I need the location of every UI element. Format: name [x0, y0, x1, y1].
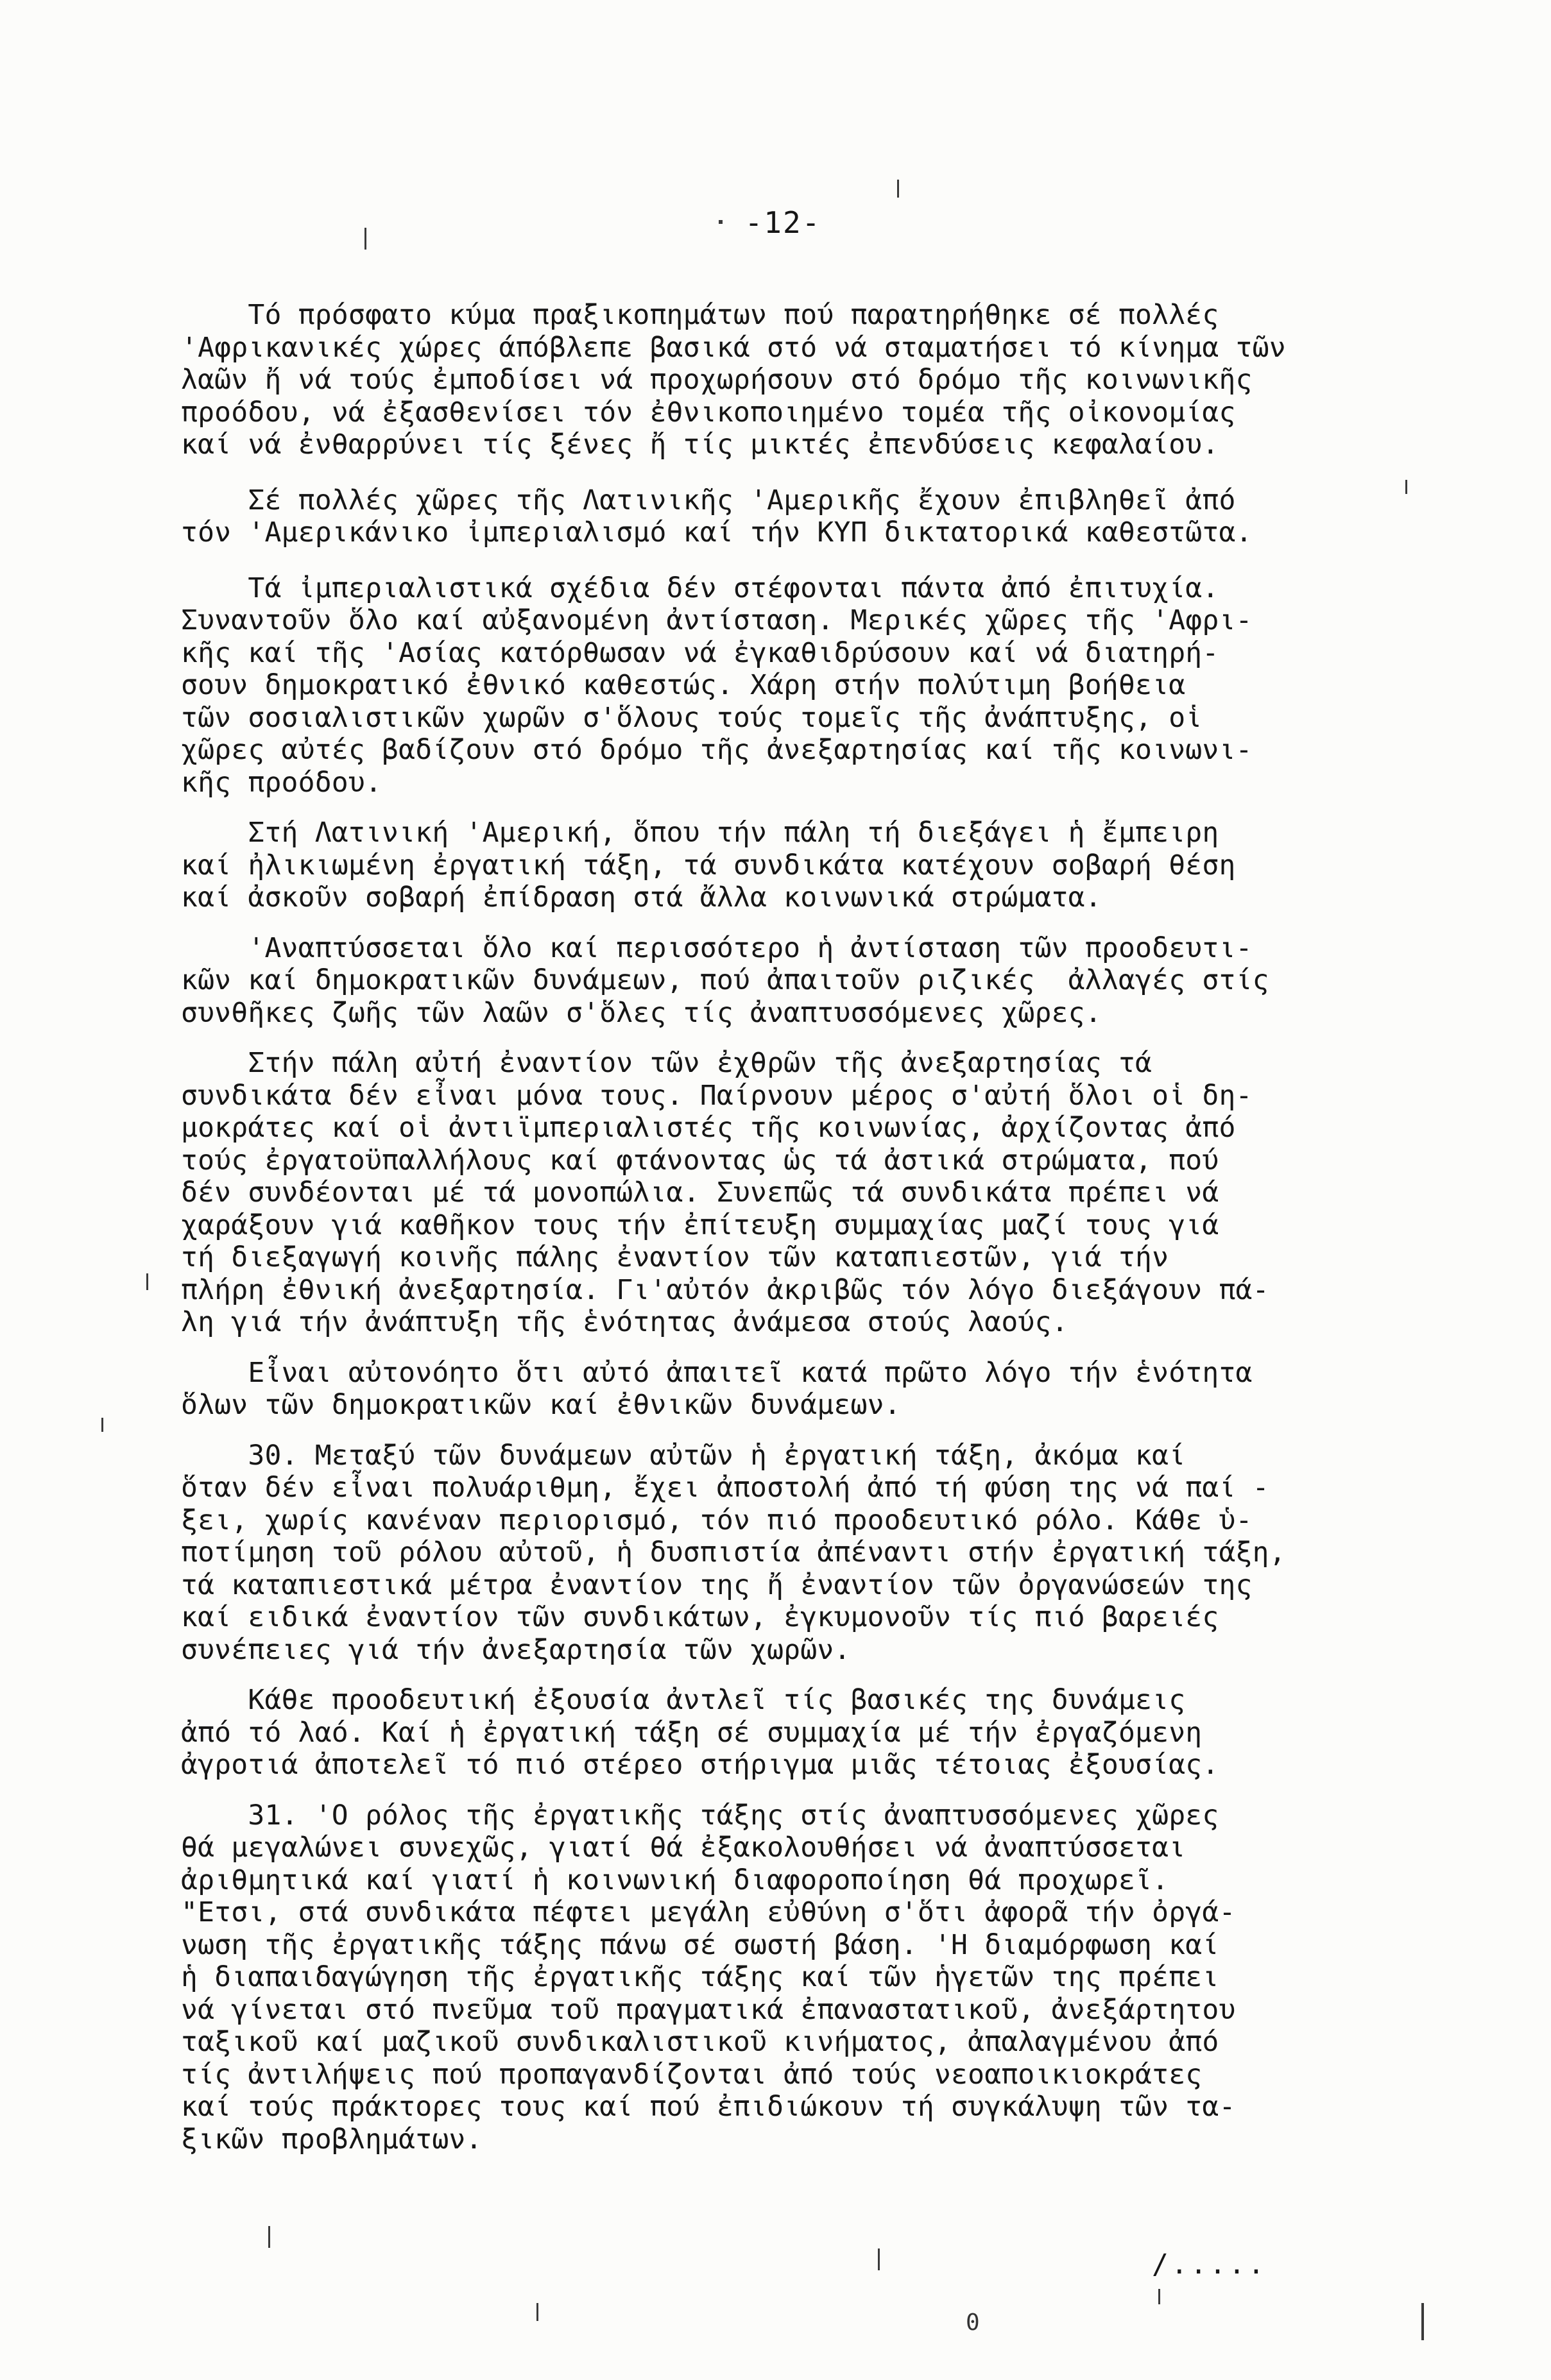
paragraph-p1 — [181, 299, 1458, 461]
scan-artifact — [268, 2226, 270, 2248]
paragraph-p9 — [181, 1684, 1458, 1781]
page-number: -12- — [744, 205, 821, 240]
text-line: ἀπό τό λαό. Καί ἡ ἐργατική τάξη σέ συμμαχία μέ τήν ἐργαζόμενη — [181, 1716, 1203, 1749]
text-line: σουν δημοκρατικό ἐθνικό καθεστώς. Χάρη στήν πολύτιμη βοήθεια — [181, 669, 1186, 701]
text-line: λαῶν ἤ νά τούς ἐμποδίσει νά προχωρήσουν στό δρόμο τῆς κοινωνικῆς — [181, 364, 1253, 396]
text-line: ἀγροτιά ἀποτελεῖ τό πιό στέρεο στήριγμα μιᾶς τέτοιας ἐξουσίας. — [181, 1749, 1219, 1781]
text-line: 'Αναπτύσσεται ὅλο καί περισσότερο ἡ ἀντίσταση τῶν προοδευτι- — [181, 931, 1253, 964]
text-line: τῶν σοσιαλιστικῶν χωρῶν σ'ὅλους τούς τομεῖς τῆς ἀνάπτυξης, οἱ — [181, 701, 1203, 734]
text-line: Τά ἰμπεριαλιστικά σχέδια δέν στέφονται πάντα ἀπό ἐπιτυχία. — [181, 572, 1219, 604]
text-line: καί ειδικά ἐναντίον τῶν συνδικάτων, ἐγκυμονοῦν τίς πιό βαρειές — [181, 1601, 1219, 1633]
text-line: τά καταπιεστικά μέτρα ἐναντίον της ἤ ἐναντίον τῶν ὀργανώσεών της — [181, 1568, 1253, 1601]
paragraph-p7 — [181, 1357, 1458, 1422]
text-line: ποτίμηση τοῦ ρόλου αὐτοῦ, ἡ δυσπιστία ἀπέναντι στήν ἐργατική τάξη, — [181, 1536, 1286, 1568]
text-line: χῶρες αὐτές βαδίζουν στό δρόμο τῆς ἀνεξαρτησίας καί τῆς κοινωνι- — [181, 734, 1253, 766]
text-line: τόν 'Αμερικάνικο ἰμπεριαλισμό καί τήν ΚΥΠ δικτατορικά καθεστῶτα. — [181, 516, 1253, 548]
paragraph-p6 — [181, 1047, 1458, 1339]
scan-artifact — [897, 180, 899, 198]
text-line: τούς ἐργατοϋπαλλήλους καί φτάνοντας ὡς τά ἀστικά στρώματα, πού — [181, 1144, 1219, 1177]
paragraph-p2 — [181, 484, 1458, 549]
paragraph-p5 — [181, 932, 1458, 1030]
text-line: τή διεξαγωγή κοινῆς πάλης ἐναντίον τῶν καταπιεστῶν, γιά τήν — [181, 1241, 1169, 1273]
paragraph-p10 — [181, 1799, 1458, 2156]
paragraph-p3 — [181, 572, 1458, 799]
text-line: νωση τῆς ἐργατικῆς τάξης πάνω σέ σωστή βάση. 'Η διαμόρφωση καί — [181, 1928, 1219, 1961]
text-line: κῆς καί τῆς 'Ασίας κατόρθωσαν νά ἐγκαθιδρύσουν καί νά διατηρή- — [181, 636, 1219, 669]
text-line: μοκράτες καί οἱ ἀντιϊμπεριαλιστές τῆς κοινωνίας, ἀρχίζοντας ἀπό — [181, 1112, 1236, 1144]
text-line: κῶν καί δημοκρατικῶν δυνάμεων, πού ἀπαιτοῦν ριζικές ἀλλαγές στίς — [181, 964, 1269, 996]
text-line: καί νά ἐνθαρρύνει τίς ξένες ἤ τίς μικτές ἐπενδύσεις κεφαλαίου. — [181, 429, 1219, 461]
text-line: 31. 'Ο ρόλος τῆς ἐργατικῆς τάξης στίς ἀναπτυσσόμενες χῶρες — [181, 1799, 1219, 1832]
text-line: καί τούς πράκτορες τους καί πού ἐπιδιώκουν τή συγκάλυψη τῶν τα- — [181, 2091, 1236, 2123]
text-line: κῆς προόδου. — [181, 766, 382, 799]
text-line: "Ετσι, στά συνδικάτα πέφτει μεγάλη εὐθύνη σ'ὅτι ἀφορᾶ τήν ὀργά- — [181, 1896, 1236, 1928]
text-line: ταξικοῦ καί μαζικοῦ συνδικαλιστικοῦ κινήματος, ἀπαλαγμένου ἀπό — [181, 2026, 1219, 2058]
text-line: χαράξουν γιά καθῆκον τους τήν ἐπίτευξη συμμαχίας μαζί τους γιά — [181, 1209, 1219, 1241]
text-line: λη γιά τήν ἀνάπτυξη τῆς ἑνότητας ἀνάμεσα στούς λαούς. — [181, 1306, 1068, 1338]
text-line: πλήρη ἐθνική ἀνεξαρτησία. Γι'αὐτόν ἀκριβῶς τόν λόγο διεξάγουν πά- — [181, 1273, 1269, 1306]
scan-artifact — [101, 1418, 103, 1432]
text-line: 30. Μεταξύ τῶν δυνάμεων αὐτῶν ἡ ἐργατική τάξη, ἀκόμα καί — [181, 1439, 1186, 1472]
footer-mark: 0 — [966, 2309, 980, 2336]
text-line: ξει, χωρίς κανέναν περιορισμό, τόν πιό προοδευτικό ρόλο. Κάθε ὑ- — [181, 1504, 1253, 1536]
scan-artifact — [1405, 480, 1407, 494]
text-line: ὅταν δέν εἶναι πολυάριθμη, ἔχει ἀποστολή ἀπό τή φύση της νά παί - — [181, 1472, 1269, 1504]
scan-artifact — [146, 1273, 148, 1290]
body-text — [181, 281, 1458, 2155]
text-line: νά γίνεται στό πνεῦμα τοῦ πραγματικά ἐπαναστατικοῦ, ἀνεξάρτητου — [181, 1993, 1236, 2026]
scan-artifact — [1158, 2289, 1160, 2304]
text-line: Σέ πολλές χῶρες τῆς Λατινικῆς 'Αμερικῆς ἔχουν ἐπιβληθεῖ ἀπό — [181, 484, 1236, 516]
text-line: τίς ἀντιλήψεις πού προπαγανδίζονται ἀπό τούς νεοαποικιοκράτες — [181, 2058, 1203, 2091]
text-line: συνέπειες γιά τήν ἀνεξαρτησία τῶν χωρῶν. — [181, 1633, 851, 1666]
text-line: Εἶναι αὐτονόητο ὅτι αὐτό ἀπαιτεῖ κατά πρῶτο λόγο τήν ἑνότητα — [181, 1356, 1253, 1389]
text-line: Τό πρόσφατο κύμα πραξικοπημάτων πού παρατηρήθηκε σέ πολλές — [181, 299, 1219, 331]
text-line: 'Αφρικανικές χώρες άπόβλεπε βασικά στό νά σταματήσει τό κίνημα τῶν — [181, 331, 1286, 364]
text-line: ὅλων τῶν δημοκρατικῶν καί ἐθνικῶν δυνάμεων. — [181, 1389, 901, 1421]
scan-artifact — [364, 228, 366, 250]
scan-artifact — [878, 2248, 880, 2270]
text-line: θά μεγαλώνει συνεχῶς, γιατί θά ἐξακολουθήσει νά ἀναπτύσσεται — [181, 1832, 1186, 1864]
scan-artifact — [719, 220, 723, 224]
scan-artifact — [536, 2303, 538, 2321]
text-line: καί ἠλικιωμένη ἐργατική τάξη, τά συνδικάτα κατέχουν σοβαρή θέση — [181, 849, 1236, 881]
text-line: Στή Λατινική 'Αμερική, ὅπου τήν πάλη τή διεξάγει ἡ ἔμπειρη — [181, 817, 1219, 849]
text-line: συνθῆκες ζωῆς τῶν λαῶν σ'ὅλες τίς ἀναπτυσσόμενες χῶρες. — [181, 996, 1102, 1029]
text-line: προόδου, νά ἐξασθενίσει τόν ἐθνικοποιημένο τομέα τῆς οἰκονομίας — [181, 396, 1236, 429]
continuation-mark: /..... — [1152, 2248, 1267, 2281]
text-line: ἡ διαπαιδαγώγηση τῆς ἐργατικῆς τάξης καί τῶν ἡγετῶν της πρέπει — [181, 1961, 1219, 1993]
scan-artifact — [1421, 2303, 1424, 2340]
text-line: Συναντοῦν ὅλο καί αὐξανομένη ἀντίσταση. Μερικές χῶρες τῆς 'Αφρι- — [181, 604, 1253, 636]
paragraph-p8 — [181, 1440, 1458, 1667]
text-line: ἀριθμητικά καί γιατί ἡ κοινωνική διαφοροποίηση θά προχωρεῖ. — [181, 1864, 1169, 1896]
text-line: δέν συνδέονται μέ τά μονοπώλια. Συνεπῶς τά συνδικάτα πρέπει νά — [181, 1177, 1219, 1209]
text-line: συνδικάτα δέν εἶναι μόνα τους. Παίρνουν μέρος σ'αὐτή ὅλοι οἱ δη- — [181, 1079, 1253, 1112]
text-line: Κάθε προοδευτική ἐξουσία ἀντλεῖ τίς βασικές της δυνάμεις — [181, 1684, 1186, 1716]
text-line: ξικῶν προβλημάτων. — [181, 2123, 483, 2155]
text-line: Στήν πάλη αὐτή ἐναντίον τῶν ἐχθρῶν τῆς ἀνεξαρτησίας τά — [181, 1047, 1153, 1079]
text-line: καί ἀσκοῦν σοβαρή ἐπίδραση στά ἄλλα κοινωνικά στρώματα. — [181, 881, 1102, 914]
paragraph-p4 — [181, 817, 1458, 914]
